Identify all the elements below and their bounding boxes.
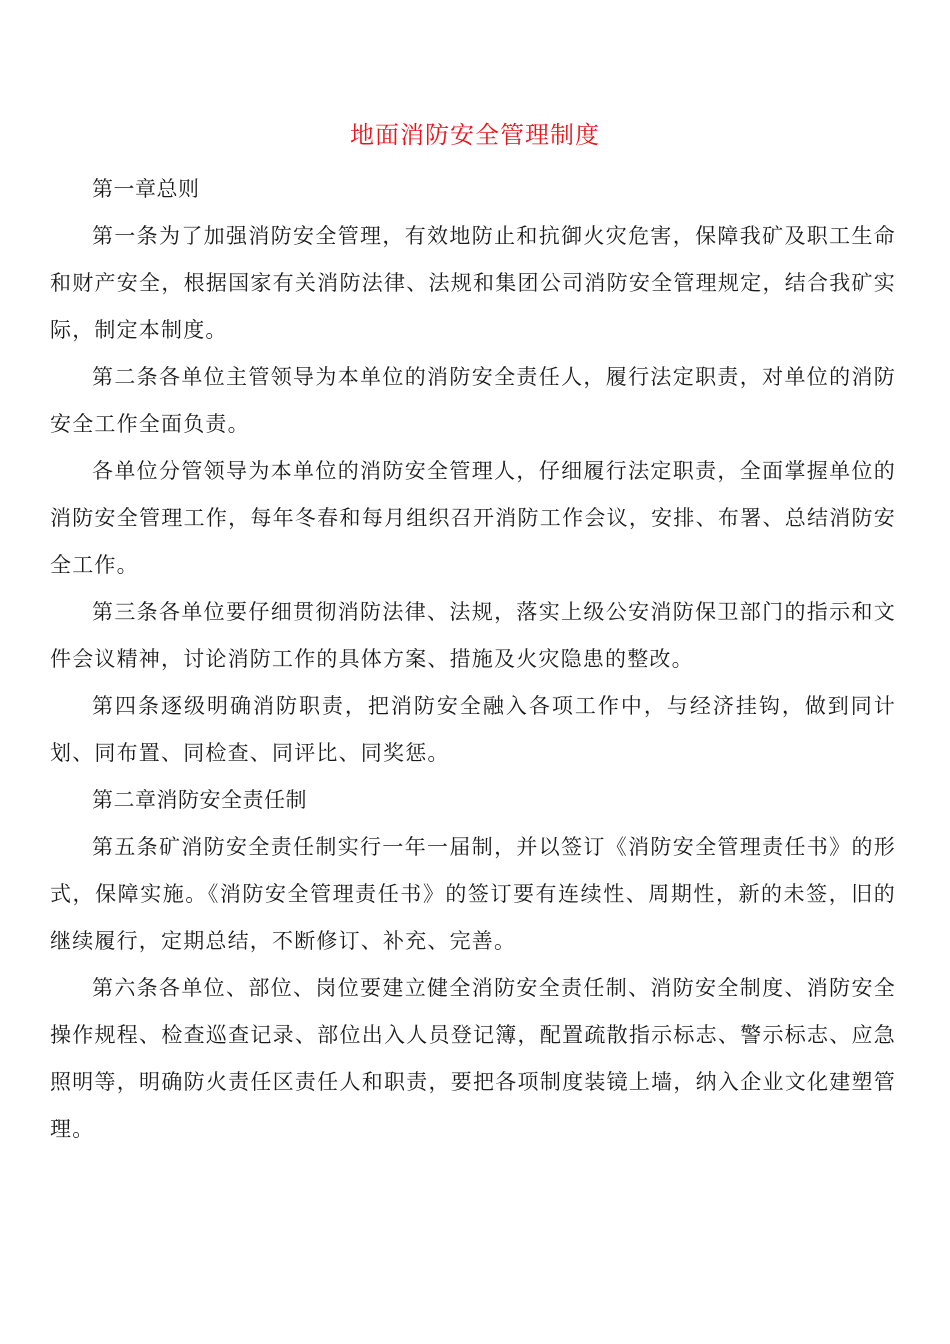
article-2-continued: 各单位分管领导为本单位的消防安全管理人，仔细履行法定职责，全面掌握单位的消防安全管理工作，每年冬春和每月组织召开消防工作会议，安排、布署、总结消防安全工作。 bbox=[50, 459, 896, 577]
article-2: 第二条各单位主管领导为本单位的消防安全责任人，履行法定职责，对单位的消防安全工作全面负责。 bbox=[50, 365, 896, 436]
chapter-heading-2: 第二章消防安全责任制 bbox=[92, 788, 307, 812]
document-title: 地面消防安全管理制度 bbox=[350, 121, 600, 149]
article-5: 第五条矿消防安全责任制实行一年一届制，并以签订《消防安全管理责任书》的形式，保障实施。《消防安全管理责任书》的签订要有连续性、周期性，新的未签，旧的继续履行，定期总结，不断修订、补充、完善。 bbox=[50, 835, 896, 953]
chapter-heading-1: 第一章总则 bbox=[92, 177, 200, 201]
article-4: 第四条逐级明确消防职责，把消防安全融入各项工作中，与经济挂钩，做到同计划、同布置、同检查、同评比、同奖惩。 bbox=[50, 694, 896, 765]
article-3: 第三条各单位要仔细贯彻消防法律、法规，落实上级公安消防保卫部门的指示和文件会议精神，讨论消防工作的具体方案、措施及火灾隐患的整改。 bbox=[50, 600, 896, 671]
article-6: 第六条各单位、部位、岗位要建立健全消防安全责任制、消防安全制度、消防安全操作规程、检查巡查记录、部位出入人员登记簿，配置疏散指示标志、警示标志、应急照明等，明确防火责任区责任人和职责，要把各项制度装镜上墙，纳入企业文化建塑管理。 bbox=[50, 976, 896, 1141]
article-1: 第一条为了加强消防安全管理，有效地防止和抗御火灾危害，保障我矿及职工生命和财产安全，根据国家有关消防法律、法规和集团公司消防安全管理规定，结合我矿实际，制定本制度。 bbox=[50, 224, 896, 342]
document-body bbox=[50, 166, 896, 1153]
